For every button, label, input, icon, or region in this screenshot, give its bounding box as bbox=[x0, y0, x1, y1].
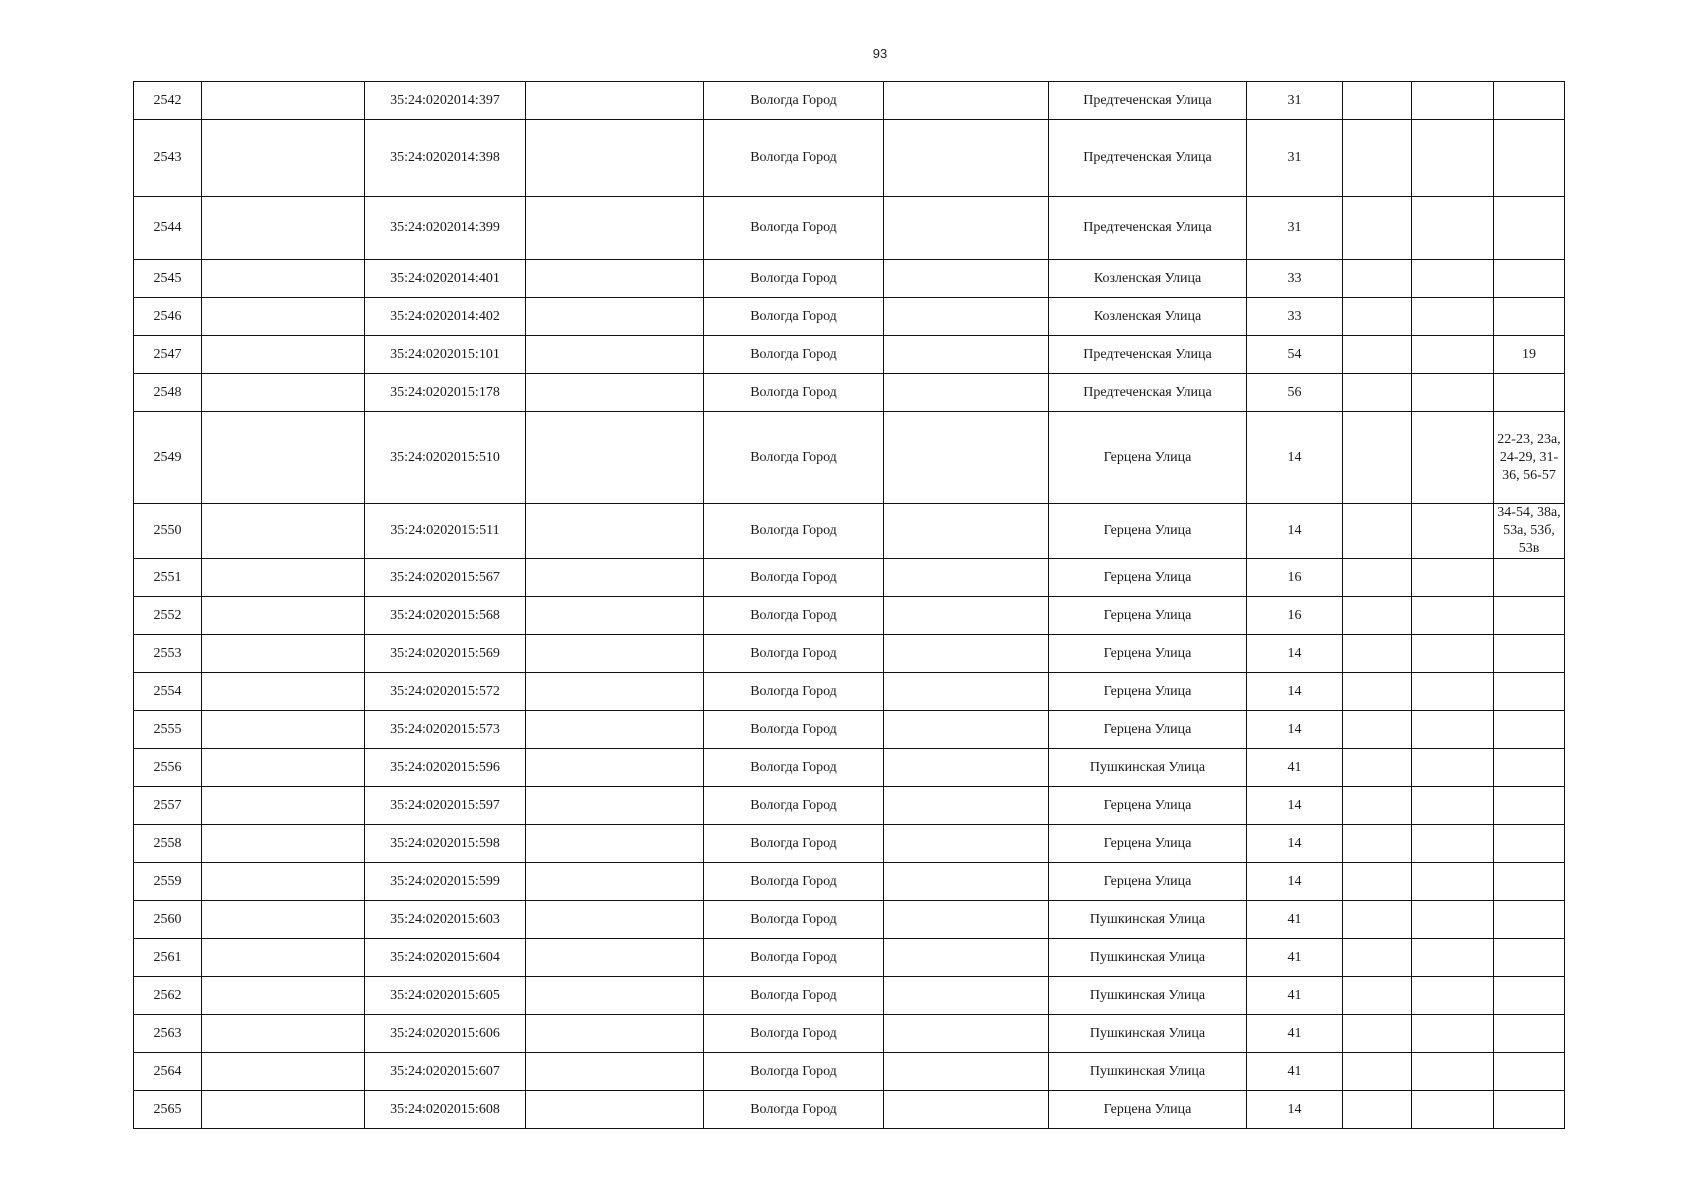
cell-house: 14 bbox=[1247, 711, 1343, 749]
cell-street: Предтеченская Улица bbox=[1049, 374, 1247, 412]
cell-street: Пушкинская Улица bbox=[1049, 749, 1247, 787]
table-row bbox=[134, 504, 1565, 559]
cell-cadastral-number: 35:24:0202015:608 bbox=[365, 1091, 526, 1129]
table-row bbox=[134, 749, 1565, 787]
cell-city: Вологда Город bbox=[704, 374, 884, 412]
cell-empty-structure bbox=[1412, 711, 1494, 749]
cell-empty-owner bbox=[202, 673, 365, 711]
cell-empty-district bbox=[884, 1053, 1049, 1091]
cell-empty-structure bbox=[1412, 298, 1494, 336]
cell-street: Пушкинская Улица bbox=[1049, 901, 1247, 939]
cell-row-number: 2544 bbox=[134, 197, 202, 260]
table-row bbox=[134, 1053, 1565, 1091]
cell-empty-building bbox=[1343, 412, 1412, 504]
cell-cadastral-number: 35:24:0202015:568 bbox=[365, 597, 526, 635]
cell-house: 14 bbox=[1247, 787, 1343, 825]
cell-empty-building bbox=[1343, 673, 1412, 711]
cell-empty-owner bbox=[202, 1015, 365, 1053]
cell-house: 14 bbox=[1247, 673, 1343, 711]
cell-row-number: 2558 bbox=[134, 825, 202, 863]
cell-cadastral-number: 35:24:0202015:603 bbox=[365, 901, 526, 939]
cell-street: Герцена Улица bbox=[1049, 635, 1247, 673]
cell-empty-region bbox=[526, 901, 704, 939]
cell-empty-district bbox=[884, 673, 1049, 711]
cell-house: 41 bbox=[1247, 1053, 1343, 1091]
cell-row-number: 2545 bbox=[134, 260, 202, 298]
cell-street: Герцена Улица bbox=[1049, 787, 1247, 825]
cell-empty-region bbox=[526, 298, 704, 336]
table-row bbox=[134, 901, 1565, 939]
cell-house: 56 bbox=[1247, 374, 1343, 412]
cell-empty-region bbox=[526, 673, 704, 711]
cell-apartments: 19 bbox=[1494, 336, 1565, 374]
cell-cadastral-number: 35:24:0202015:596 bbox=[365, 749, 526, 787]
cell-empty-district bbox=[884, 120, 1049, 197]
cell-city: Вологда Город bbox=[704, 1053, 884, 1091]
cell-empty-district bbox=[884, 82, 1049, 120]
cell-cadastral-number: 35:24:0202015:604 bbox=[365, 939, 526, 977]
cell-house: 41 bbox=[1247, 977, 1343, 1015]
cell-empty-region bbox=[526, 82, 704, 120]
cell-empty-region bbox=[526, 504, 704, 559]
cell-empty-district bbox=[884, 749, 1049, 787]
cell-empty-region bbox=[526, 1015, 704, 1053]
cell-empty-district bbox=[884, 863, 1049, 901]
cell-empty-structure bbox=[1412, 260, 1494, 298]
cell-empty-structure bbox=[1412, 635, 1494, 673]
cell-empty-structure bbox=[1412, 559, 1494, 597]
cell-empty-district bbox=[884, 787, 1049, 825]
cell-empty-district bbox=[884, 298, 1049, 336]
cell-empty-owner bbox=[202, 197, 365, 260]
cell-cadastral-number: 35:24:0202015:597 bbox=[365, 787, 526, 825]
cell-house: 14 bbox=[1247, 504, 1343, 559]
cell-empty-owner bbox=[202, 711, 365, 749]
cell-empty-building bbox=[1343, 901, 1412, 939]
cell-house: 14 bbox=[1247, 863, 1343, 901]
cell-row-number: 2549 bbox=[134, 412, 202, 504]
cell-empty-region bbox=[526, 635, 704, 673]
table-row bbox=[134, 711, 1565, 749]
table-row bbox=[134, 597, 1565, 635]
cell-empty-region bbox=[526, 559, 704, 597]
cell-apartments bbox=[1494, 711, 1565, 749]
cell-empty-district bbox=[884, 412, 1049, 504]
cell-house: 33 bbox=[1247, 298, 1343, 336]
table-row bbox=[134, 673, 1565, 711]
cell-city: Вологда Город bbox=[704, 787, 884, 825]
cell-apartments bbox=[1494, 749, 1565, 787]
cell-house: 14 bbox=[1247, 825, 1343, 863]
cell-cadastral-number: 35:24:0202015:573 bbox=[365, 711, 526, 749]
cell-empty-structure bbox=[1412, 374, 1494, 412]
cell-apartments bbox=[1494, 597, 1565, 635]
cell-empty-district bbox=[884, 504, 1049, 559]
cell-house: 16 bbox=[1247, 597, 1343, 635]
cell-house: 41 bbox=[1247, 749, 1343, 787]
cell-empty-region bbox=[526, 374, 704, 412]
cell-apartments bbox=[1494, 977, 1565, 1015]
cell-city: Вологда Город bbox=[704, 559, 884, 597]
cell-empty-building bbox=[1343, 559, 1412, 597]
cell-empty-building bbox=[1343, 1053, 1412, 1091]
cell-empty-building bbox=[1343, 336, 1412, 374]
table-row bbox=[134, 120, 1565, 197]
cell-apartments bbox=[1494, 1015, 1565, 1053]
cell-cadastral-number: 35:24:0202015:178 bbox=[365, 374, 526, 412]
cell-city: Вологда Город bbox=[704, 1091, 884, 1129]
cell-street: Козленская Улица bbox=[1049, 298, 1247, 336]
cell-empty-owner bbox=[202, 504, 365, 559]
cell-apartments bbox=[1494, 863, 1565, 901]
table-row bbox=[134, 298, 1565, 336]
cell-empty-building bbox=[1343, 82, 1412, 120]
cell-city: Вологда Город bbox=[704, 977, 884, 1015]
cell-empty-region bbox=[526, 749, 704, 787]
cell-empty-structure bbox=[1412, 1015, 1494, 1053]
cell-empty-structure bbox=[1412, 1053, 1494, 1091]
cell-apartments bbox=[1494, 298, 1565, 336]
cell-empty-owner bbox=[202, 336, 365, 374]
cell-empty-structure bbox=[1412, 412, 1494, 504]
table-row bbox=[134, 336, 1565, 374]
cell-empty-district bbox=[884, 597, 1049, 635]
cell-apartments: 34-54, 38а, 53а, 53б, 53в bbox=[1494, 504, 1565, 559]
cell-cadastral-number: 35:24:0202014:399 bbox=[365, 197, 526, 260]
cell-empty-structure bbox=[1412, 504, 1494, 559]
cell-empty-owner bbox=[202, 559, 365, 597]
cell-empty-structure bbox=[1412, 197, 1494, 260]
cell-street: Герцена Улица bbox=[1049, 863, 1247, 901]
cell-street: Предтеченская Улица bbox=[1049, 120, 1247, 197]
cell-street: Предтеченская Улица bbox=[1049, 197, 1247, 260]
table-row bbox=[134, 635, 1565, 673]
cell-empty-district bbox=[884, 901, 1049, 939]
cell-row-number: 2554 bbox=[134, 673, 202, 711]
cell-city: Вологда Город bbox=[704, 749, 884, 787]
cell-empty-building bbox=[1343, 298, 1412, 336]
cell-city: Вологда Город bbox=[704, 336, 884, 374]
cell-apartments bbox=[1494, 559, 1565, 597]
cell-street: Герцена Улица bbox=[1049, 1091, 1247, 1129]
cell-apartments bbox=[1494, 825, 1565, 863]
cell-cadastral-number: 35:24:0202015:599 bbox=[365, 863, 526, 901]
cell-empty-owner bbox=[202, 120, 365, 197]
cell-street: Герцена Улица bbox=[1049, 559, 1247, 597]
cell-city: Вологда Город bbox=[704, 597, 884, 635]
cell-empty-region bbox=[526, 787, 704, 825]
cell-city: Вологда Город bbox=[704, 635, 884, 673]
table-row bbox=[134, 82, 1565, 120]
cell-street: Предтеченская Улица bbox=[1049, 336, 1247, 374]
cell-empty-region bbox=[526, 120, 704, 197]
cell-empty-region bbox=[526, 260, 704, 298]
cell-city: Вологда Город bbox=[704, 939, 884, 977]
cell-empty-district bbox=[884, 977, 1049, 1015]
cell-city: Вологда Город bbox=[704, 901, 884, 939]
cell-empty-structure bbox=[1412, 977, 1494, 1015]
table-row bbox=[134, 374, 1565, 412]
cell-empty-structure bbox=[1412, 863, 1494, 901]
cell-empty-owner bbox=[202, 749, 365, 787]
cell-cadastral-number: 35:24:0202015:606 bbox=[365, 1015, 526, 1053]
cell-empty-structure bbox=[1412, 336, 1494, 374]
cell-empty-region bbox=[526, 711, 704, 749]
cell-empty-owner bbox=[202, 863, 365, 901]
table-row bbox=[134, 1015, 1565, 1053]
cell-city: Вологда Город bbox=[704, 82, 884, 120]
cell-empty-owner bbox=[202, 939, 365, 977]
cell-row-number: 2565 bbox=[134, 1091, 202, 1129]
cell-empty-building bbox=[1343, 635, 1412, 673]
cell-empty-district bbox=[884, 635, 1049, 673]
cell-city: Вологда Город bbox=[704, 412, 884, 504]
cell-city: Вологда Город bbox=[704, 711, 884, 749]
cell-empty-region bbox=[526, 939, 704, 977]
cell-empty-structure bbox=[1412, 120, 1494, 197]
cell-empty-district bbox=[884, 711, 1049, 749]
cell-street: Пушкинская Улица bbox=[1049, 939, 1247, 977]
cell-street: Герцена Улица bbox=[1049, 673, 1247, 711]
cell-row-number: 2552 bbox=[134, 597, 202, 635]
cell-empty-structure bbox=[1412, 597, 1494, 635]
cell-apartments bbox=[1494, 120, 1565, 197]
cell-apartments bbox=[1494, 197, 1565, 260]
cell-empty-owner bbox=[202, 298, 365, 336]
cell-apartments bbox=[1494, 939, 1565, 977]
cell-empty-district bbox=[884, 336, 1049, 374]
cell-empty-structure bbox=[1412, 749, 1494, 787]
cell-empty-region bbox=[526, 197, 704, 260]
cell-row-number: 2542 bbox=[134, 82, 202, 120]
cell-empty-owner bbox=[202, 825, 365, 863]
cell-empty-building bbox=[1343, 977, 1412, 1015]
cell-empty-owner bbox=[202, 977, 365, 1015]
cell-empty-owner bbox=[202, 1091, 365, 1129]
table-row bbox=[134, 787, 1565, 825]
cell-row-number: 2556 bbox=[134, 749, 202, 787]
table-row bbox=[134, 559, 1565, 597]
cell-empty-building bbox=[1343, 374, 1412, 412]
cell-empty-district bbox=[884, 1091, 1049, 1129]
cell-apartments bbox=[1494, 260, 1565, 298]
cell-cadastral-number: 35:24:0202014:402 bbox=[365, 298, 526, 336]
cell-empty-building bbox=[1343, 260, 1412, 298]
cell-row-number: 2563 bbox=[134, 1015, 202, 1053]
cell-house: 33 bbox=[1247, 260, 1343, 298]
cell-empty-owner bbox=[202, 374, 365, 412]
cell-empty-owner bbox=[202, 787, 365, 825]
cell-street: Герцена Улица bbox=[1049, 504, 1247, 559]
cell-cadastral-number: 35:24:0202014:397 bbox=[365, 82, 526, 120]
cell-empty-owner bbox=[202, 82, 365, 120]
cell-empty-building bbox=[1343, 597, 1412, 635]
cell-cadastral-number: 35:24:0202014:398 bbox=[365, 120, 526, 197]
cell-empty-owner bbox=[202, 1053, 365, 1091]
cell-empty-structure bbox=[1412, 82, 1494, 120]
cell-house: 41 bbox=[1247, 901, 1343, 939]
cell-empty-district bbox=[884, 1015, 1049, 1053]
cell-empty-owner bbox=[202, 901, 365, 939]
cell-street: Герцена Улица bbox=[1049, 412, 1247, 504]
cell-cadastral-number: 35:24:0202015:605 bbox=[365, 977, 526, 1015]
cell-cadastral-number: 35:24:0202015:101 bbox=[365, 336, 526, 374]
cell-row-number: 2560 bbox=[134, 901, 202, 939]
cell-empty-building bbox=[1343, 939, 1412, 977]
cell-empty-building bbox=[1343, 825, 1412, 863]
cell-empty-owner bbox=[202, 597, 365, 635]
cell-empty-structure bbox=[1412, 939, 1494, 977]
cell-empty-building bbox=[1343, 504, 1412, 559]
table-row bbox=[134, 197, 1565, 260]
cell-empty-structure bbox=[1412, 825, 1494, 863]
cell-empty-district bbox=[884, 939, 1049, 977]
cell-street: Пушкинская Улица bbox=[1049, 1015, 1247, 1053]
table-row bbox=[134, 863, 1565, 901]
cell-empty-building bbox=[1343, 1091, 1412, 1129]
cell-house: 31 bbox=[1247, 197, 1343, 260]
cell-empty-region bbox=[526, 863, 704, 901]
cell-street: Герцена Улица bbox=[1049, 711, 1247, 749]
cell-house: 16 bbox=[1247, 559, 1343, 597]
cell-house: 31 bbox=[1247, 82, 1343, 120]
cell-city: Вологда Город bbox=[704, 673, 884, 711]
cell-empty-district bbox=[884, 197, 1049, 260]
cell-empty-building bbox=[1343, 197, 1412, 260]
cell-apartments bbox=[1494, 374, 1565, 412]
cell-city: Вологда Город bbox=[704, 825, 884, 863]
cell-apartments bbox=[1494, 1053, 1565, 1091]
cell-house: 41 bbox=[1247, 939, 1343, 977]
table-row bbox=[134, 977, 1565, 1015]
cell-cadastral-number: 35:24:0202015:607 bbox=[365, 1053, 526, 1091]
cell-empty-building bbox=[1343, 711, 1412, 749]
cell-city: Вологда Город bbox=[704, 1015, 884, 1053]
cell-cadastral-number: 35:24:0202014:401 bbox=[365, 260, 526, 298]
cell-street: Пушкинская Улица bbox=[1049, 1053, 1247, 1091]
cell-empty-region bbox=[526, 1053, 704, 1091]
cell-apartments bbox=[1494, 787, 1565, 825]
cell-apartments bbox=[1494, 901, 1565, 939]
cell-apartments bbox=[1494, 82, 1565, 120]
cell-row-number: 2543 bbox=[134, 120, 202, 197]
cell-cadastral-number: 35:24:0202015:598 bbox=[365, 825, 526, 863]
cell-house: 31 bbox=[1247, 120, 1343, 197]
cell-empty-region bbox=[526, 412, 704, 504]
cell-city: Вологда Город bbox=[704, 260, 884, 298]
cell-apartments bbox=[1494, 673, 1565, 711]
cell-house: 14 bbox=[1247, 1091, 1343, 1129]
table-row bbox=[134, 825, 1565, 863]
cell-row-number: 2551 bbox=[134, 559, 202, 597]
cell-row-number: 2547 bbox=[134, 336, 202, 374]
cell-empty-building bbox=[1343, 787, 1412, 825]
cell-empty-owner bbox=[202, 260, 365, 298]
cell-empty-building bbox=[1343, 120, 1412, 197]
cell-empty-building bbox=[1343, 1015, 1412, 1053]
cell-city: Вологда Город bbox=[704, 298, 884, 336]
table-row bbox=[134, 939, 1565, 977]
cell-empty-district bbox=[884, 374, 1049, 412]
page-number: 93 bbox=[872, 46, 888, 61]
cell-empty-district bbox=[884, 559, 1049, 597]
cell-house: 54 bbox=[1247, 336, 1343, 374]
cell-apartments: 22-23, 23а, 24-29, 31-36, 56-57 bbox=[1494, 412, 1565, 504]
cell-row-number: 2548 bbox=[134, 374, 202, 412]
cell-empty-region bbox=[526, 336, 704, 374]
cell-house: 14 bbox=[1247, 412, 1343, 504]
cell-house: 41 bbox=[1247, 1015, 1343, 1053]
cell-row-number: 2562 bbox=[134, 977, 202, 1015]
cell-row-number: 2561 bbox=[134, 939, 202, 977]
cell-cadastral-number: 35:24:0202015:510 bbox=[365, 412, 526, 504]
cell-street: Козленская Улица bbox=[1049, 260, 1247, 298]
cell-empty-building bbox=[1343, 749, 1412, 787]
table-row bbox=[134, 260, 1565, 298]
table-body bbox=[134, 82, 1565, 1129]
cell-empty-district bbox=[884, 260, 1049, 298]
cell-empty-building bbox=[1343, 863, 1412, 901]
cell-empty-district bbox=[884, 825, 1049, 863]
cell-street: Герцена Улица bbox=[1049, 597, 1247, 635]
cell-row-number: 2555 bbox=[134, 711, 202, 749]
cell-empty-region bbox=[526, 597, 704, 635]
cell-city: Вологда Город bbox=[704, 120, 884, 197]
cell-city: Вологда Город bbox=[704, 863, 884, 901]
cell-row-number: 2553 bbox=[134, 635, 202, 673]
cell-empty-region bbox=[526, 825, 704, 863]
cell-row-number: 2546 bbox=[134, 298, 202, 336]
cadastral-register-table bbox=[133, 81, 1565, 1129]
cell-apartments bbox=[1494, 635, 1565, 673]
cell-row-number: 2564 bbox=[134, 1053, 202, 1091]
cell-cadastral-number: 35:24:0202015:511 bbox=[365, 504, 526, 559]
cell-empty-structure bbox=[1412, 901, 1494, 939]
cell-apartments bbox=[1494, 1091, 1565, 1129]
cell-empty-region bbox=[526, 977, 704, 1015]
cell-empty-structure bbox=[1412, 673, 1494, 711]
cell-row-number: 2550 bbox=[134, 504, 202, 559]
cell-empty-structure bbox=[1412, 1091, 1494, 1129]
cell-city: Вологда Город bbox=[704, 504, 884, 559]
cell-empty-structure bbox=[1412, 787, 1494, 825]
cell-city: Вологда Город bbox=[704, 197, 884, 260]
cell-cadastral-number: 35:24:0202015:567 bbox=[365, 559, 526, 597]
table-row bbox=[134, 412, 1565, 504]
cell-row-number: 2559 bbox=[134, 863, 202, 901]
cell-cadastral-number: 35:24:0202015:569 bbox=[365, 635, 526, 673]
cell-cadastral-number: 35:24:0202015:572 bbox=[365, 673, 526, 711]
cell-house: 14 bbox=[1247, 635, 1343, 673]
cell-street: Предтеченская Улица bbox=[1049, 82, 1247, 120]
cell-street: Герцена Улица bbox=[1049, 825, 1247, 863]
cell-empty-owner bbox=[202, 635, 365, 673]
cell-street: Пушкинская Улица bbox=[1049, 977, 1247, 1015]
cell-empty-region bbox=[526, 1091, 704, 1129]
cell-row-number: 2557 bbox=[134, 787, 202, 825]
cell-empty-owner bbox=[202, 412, 365, 504]
table-row bbox=[134, 1091, 1565, 1129]
